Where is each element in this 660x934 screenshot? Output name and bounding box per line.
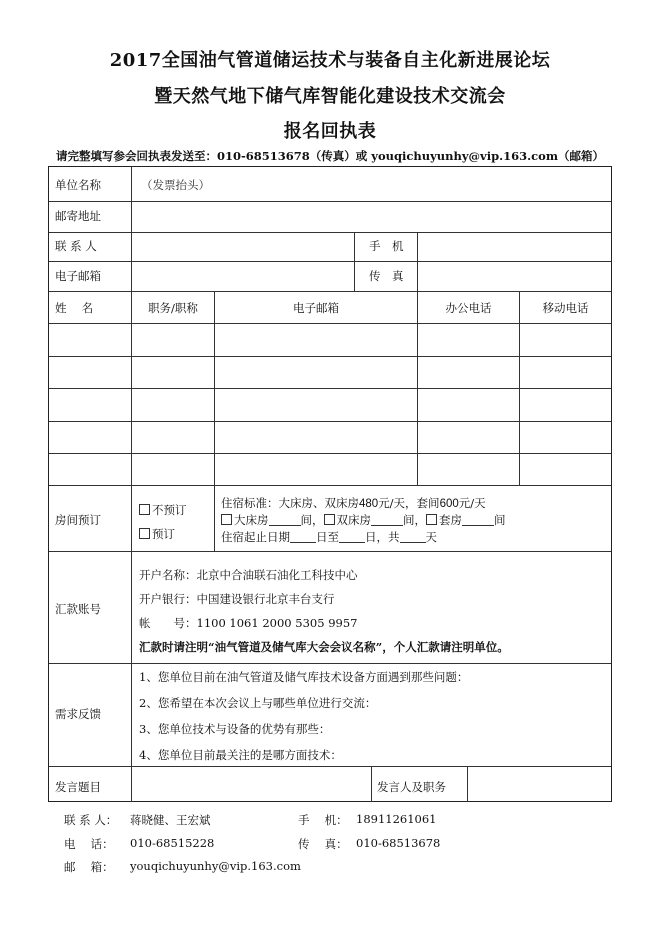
col-email-header: 电子邮箱 xyxy=(293,301,339,315)
fax-label: 传 真 xyxy=(369,269,404,283)
speech-topic-field[interactable] xyxy=(133,768,370,800)
attendee-row[interactable] xyxy=(49,389,611,420)
title-line-2: 暨天然气地下储气库智能化建设技术交流会 xyxy=(154,86,506,107)
email-field[interactable] xyxy=(133,263,352,289)
speech-topic-label: 发言题目 xyxy=(55,780,101,794)
attendee-row[interactable] xyxy=(49,454,611,484)
checkbox-icon xyxy=(139,528,150,539)
speaker-field[interactable] xyxy=(469,768,609,800)
no-booking-option[interactable]: 不预订 xyxy=(139,502,187,518)
room-booking-label: 房间预订 xyxy=(55,513,101,527)
remittance-note: 汇款时请注明“油气管道及储气库大会会议名称”，个人汇款请注明单位。 xyxy=(139,640,509,654)
contact-person-field[interactable] xyxy=(133,234,352,259)
col-title-header: 职务/职称 xyxy=(148,301,198,315)
room-type-line[interactable]: 大床房 间， 双床房 间， 套房 间 xyxy=(221,512,506,528)
title-line-3: 报名回执表 xyxy=(283,121,377,142)
unit-name-label: 单位名称 xyxy=(55,178,101,192)
footer-fax-value: 010-68513678 xyxy=(356,836,441,850)
footer-contact-value: 蒋晓健、王宏斌 xyxy=(130,813,211,827)
checkbox-icon xyxy=(426,514,437,525)
address-label: 邮寄地址 xyxy=(55,209,101,223)
footer-phone-label: 电 话： xyxy=(64,837,114,851)
footer-email-label: 邮 箱： xyxy=(64,860,114,874)
attendee-row[interactable] xyxy=(49,357,611,387)
bank-account-label: 汇款账号 xyxy=(55,602,101,616)
checkbox-icon xyxy=(324,514,335,525)
contact-person-label: 联 系 人 xyxy=(55,239,97,253)
attendee-row[interactable] xyxy=(49,324,611,355)
fax-field[interactable] xyxy=(419,263,609,289)
col-office-phone-header: 办公电话 xyxy=(445,301,492,315)
feedback-label: 需求反馈 xyxy=(55,707,101,721)
submission-notice: 请完整填写参会回执表发送至：010-68513678（传真）或 youqichuyunhy@vip.163.com（邮箱） xyxy=(55,149,605,163)
stay-dates-line[interactable]: 住宿起止日期 日至 日，共 天 xyxy=(221,530,437,544)
footer-contact-label: 联 系 人： xyxy=(64,813,118,827)
title-line-1: 2017全国油气管道储运技术与装备自主化新进展论坛 xyxy=(109,50,551,71)
booking-option[interactable]: 预订 xyxy=(139,526,175,542)
bank-name: 开户银行：中国建设银行北京丰台支行 xyxy=(139,592,335,606)
account-name: 开户名称：北京中合油联石油化工科技中心 xyxy=(139,568,358,582)
footer-mobile-label: 手 机： xyxy=(298,813,348,827)
checkbox-icon xyxy=(139,504,150,515)
mobile-field[interactable] xyxy=(419,234,609,259)
feedback-question-3: 3、您单位技术与设备的优势有那些： xyxy=(139,722,331,736)
mobile-label: 手 机 xyxy=(369,239,404,253)
room-rate-line: 住宿标准：大床房、双床房480元/天，套间600元/天 xyxy=(221,496,486,510)
footer-phone-value: 010-68515228 xyxy=(130,836,215,850)
address-field[interactable] xyxy=(133,203,609,230)
footer-email-value: youqichuyunhy@vip.163.com xyxy=(130,859,301,873)
registration-form xyxy=(48,166,612,802)
email-label: 电子邮箱 xyxy=(55,269,101,283)
unit-name-field[interactable]: （发票抬头） xyxy=(141,178,210,192)
feedback-question-2: 2、您希望在本次会议上与哪些单位进行交流： xyxy=(139,696,377,710)
col-mobile-header: 移动电话 xyxy=(542,301,589,315)
feedback-question-1: 1、您单位目前在油气管道及储气库技术设备方面遇到那些问题： xyxy=(139,670,469,684)
footer-mobile-value: 18911261061 xyxy=(356,812,437,826)
footer-fax-label: 传 真： xyxy=(298,837,348,851)
attendee-row[interactable] xyxy=(49,422,611,452)
account-number: 帐 号：1100 1061 2000 5305 9957 xyxy=(139,616,358,630)
feedback-question-4: 4、您单位目前最关注的是哪方面技术： xyxy=(139,748,342,762)
checkbox-icon xyxy=(221,514,232,525)
col-name-header: 姓 名 xyxy=(55,301,94,315)
speaker-label: 发言人及职务 xyxy=(377,780,446,794)
